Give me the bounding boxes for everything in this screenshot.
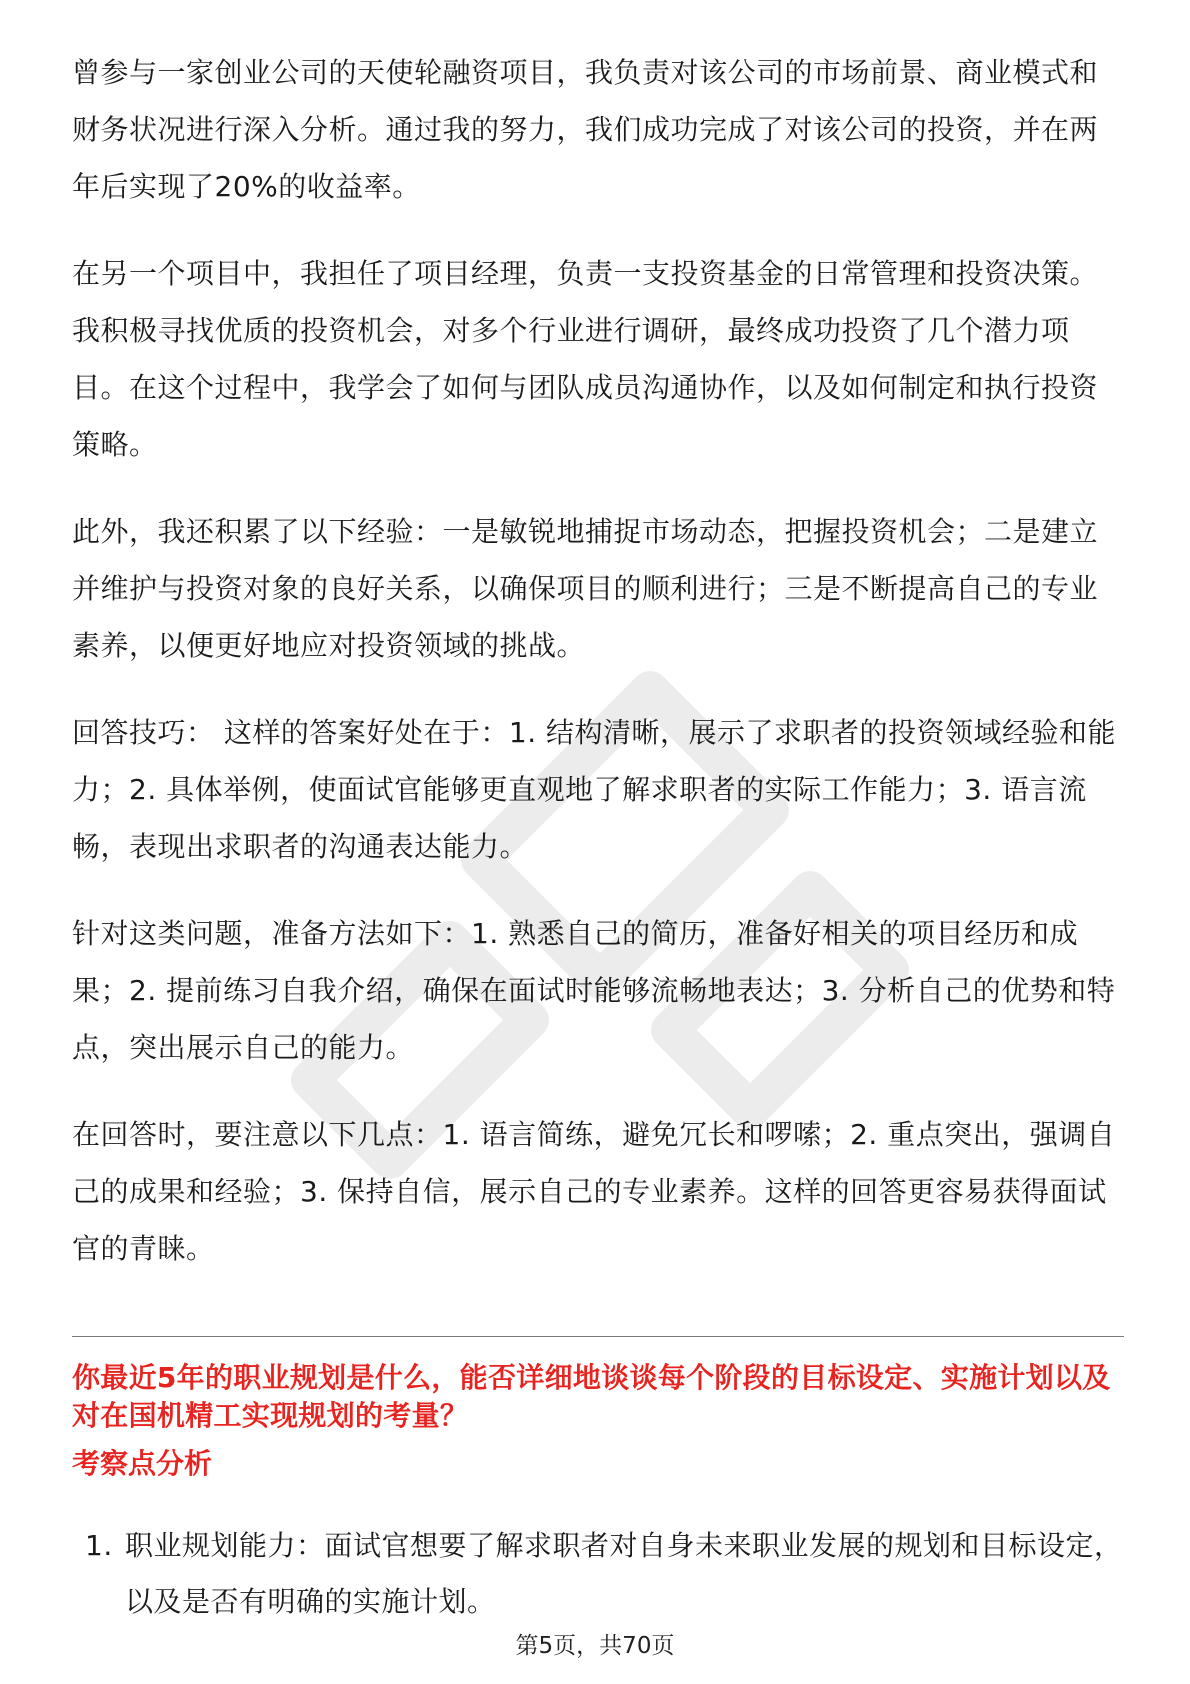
paragraph-additional-experience: 此外，我还积累了以下经验：一是敏锐地捕捉市场动态，把握投资机会；二是建立并维护与投资对象的良好关系，以确保项目的顺利进行；三是不断提高自己的专业素养，以便更好地应对投资领域的挑战。	[72, 515, 1099, 662]
paragraph-preparation-methods: 针对这类问题，准备方法如下：1. 熟悉自己的简历，准备好相关的项目经历和成果；2. 提前练习自我介绍，确保在面试时能够流畅地表达；3. 分析自己的优势和特点，突出展示自己的能力。	[72, 917, 1116, 1064]
interview-question: 你最近5年的职业规划是什么，能否详细地谈谈每个阶段的目标设定、实施计划以及对在国机精工实现规划的考量？	[72, 1361, 1111, 1432]
analysis-heading: 考察点分析	[72, 1447, 213, 1480]
list-item-text: 职业规划能力：面试官想要了解求职者对自身未来职业发展的规划和目标设定，以及是否有明确的实施计划。	[125, 1529, 1123, 1618]
page-number-footer: 第5页，共70页	[515, 1633, 675, 1659]
list-item	[85, 1518, 1124, 1630]
list-item-number: 1.	[85, 1529, 113, 1562]
paragraph-answer-tips: 回答技巧： 这样的答案好处在于：1. 结构清晰，展示了求职者的投资领域经验和能力；2. 具体举例，使面试官能够更直观地了解求职者的实际工作能力；3. 语言流畅，表现出求职者的沟通表达能力。	[72, 716, 1117, 863]
paragraph-answer-notes: 在回答时，要注意以下几点：1. 语言简练，避免冗长和啰嗦；2. 重点突出，强调自己的成果和经验；3. 保持自信，展示自己的专业素养。这样的回答更容易获得面试官的青睐。	[72, 1118, 1116, 1265]
analysis-list	[85, 1518, 1124, 1630]
section-divider	[72, 1336, 1124, 1337]
main-content	[72, 44, 1124, 1307]
paragraph-project-manager-experience: 在另一个项目中，我担任了项目经理，负责一支投资基金的日常管理和投资决策。我积极寻找优质的投资机会，对多个行业进行调研，最终成功投资了几个潜力项目。在这个过程中，我学会了如何与团队成员沟通协作，以及如何制定和执行投资策略。	[72, 257, 1099, 461]
paragraph-angel-round-experience: 曾参与一家创业公司的天使轮融资项目，我负责对该公司的市场前景、商业模式和财务状况进行深入分析。通过我的努力，我们成功完成了对该公司的投资，并在两年后实现了20%的收益率。	[72, 56, 1099, 203]
